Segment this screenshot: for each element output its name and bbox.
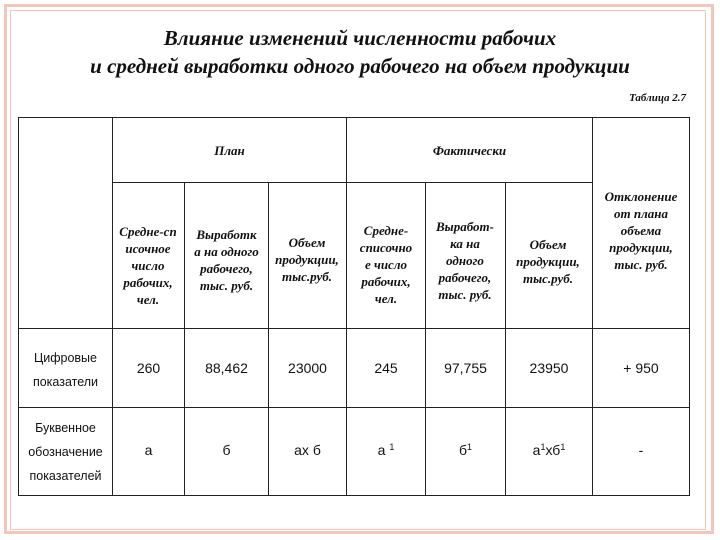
cell-r2-c3: ах б bbox=[294, 442, 321, 458]
cell-r1-c1: 260 bbox=[136, 360, 161, 376]
cell-r1-c5: 97,755 bbox=[444, 360, 487, 376]
cell-r2-c4-base: а bbox=[377, 442, 386, 458]
col-header-fact-volume: Объем продукции, тыс.руб. bbox=[516, 237, 580, 286]
col-header-fact-workers: Средне- списочно е число рабочих, чел. bbox=[359, 223, 413, 306]
cell-r2-c2: б bbox=[222, 442, 231, 458]
cell-r1-c6: 23950 bbox=[529, 360, 569, 376]
cell-r1-c2: 88,462 bbox=[205, 360, 248, 376]
row-label-letter: Буквенное обозначение показателей bbox=[28, 420, 103, 483]
header-fact: Фактически bbox=[432, 142, 507, 158]
col-header-deviation: Отклонение от плана объема продукции, тыс. руб. bbox=[604, 188, 678, 272]
cell-r2-c5 bbox=[426, 408, 505, 495]
cell-r2-c5-sub: 1 bbox=[467, 442, 473, 452]
row-label-numeric: Цифровые показатели bbox=[32, 351, 99, 389]
cell-r2-c1: а bbox=[144, 442, 153, 458]
col-header-plan-volume: Объем продукции, тыс.руб. bbox=[275, 235, 339, 284]
cell-r1-c3: 23000 bbox=[288, 360, 327, 376]
cell-r2-c6 bbox=[506, 408, 592, 495]
cell-r2-c4-sub: 1 bbox=[389, 442, 395, 452]
cell-r1-c7: + 950 bbox=[623, 360, 659, 376]
col-header-fact-output: Выработ- ка на одного рабочего, тыс. руб. bbox=[436, 219, 494, 302]
cell-r1-c4: 245 bbox=[374, 360, 398, 376]
cell-r2-c5-base: б bbox=[458, 442, 467, 458]
cell-r2-c7: - bbox=[638, 442, 644, 458]
cell-r2-c6-mid: хб bbox=[545, 442, 561, 458]
cell-r2-c6-a: а bbox=[532, 442, 541, 458]
cell-r2-c6-sub-a: 1 bbox=[540, 442, 546, 452]
table-caption: Таблица 2.7 bbox=[629, 92, 686, 104]
cell-r2-c6-sub-b: 1 bbox=[560, 442, 566, 452]
header-plan: План bbox=[214, 142, 245, 158]
title-line-2: и средней выработки одного рабочего на объем продукции bbox=[90, 54, 630, 78]
title-line-1: Влияние изменений численности рабочих bbox=[163, 26, 557, 50]
col-header-plan-output: Выработк а на одного рабочего, тыс. руб. bbox=[194, 226, 259, 293]
cell-r2-c4 bbox=[347, 408, 425, 495]
col-header-plan-workers: Средне-сп исочное число рабочих, чел. bbox=[119, 224, 177, 307]
